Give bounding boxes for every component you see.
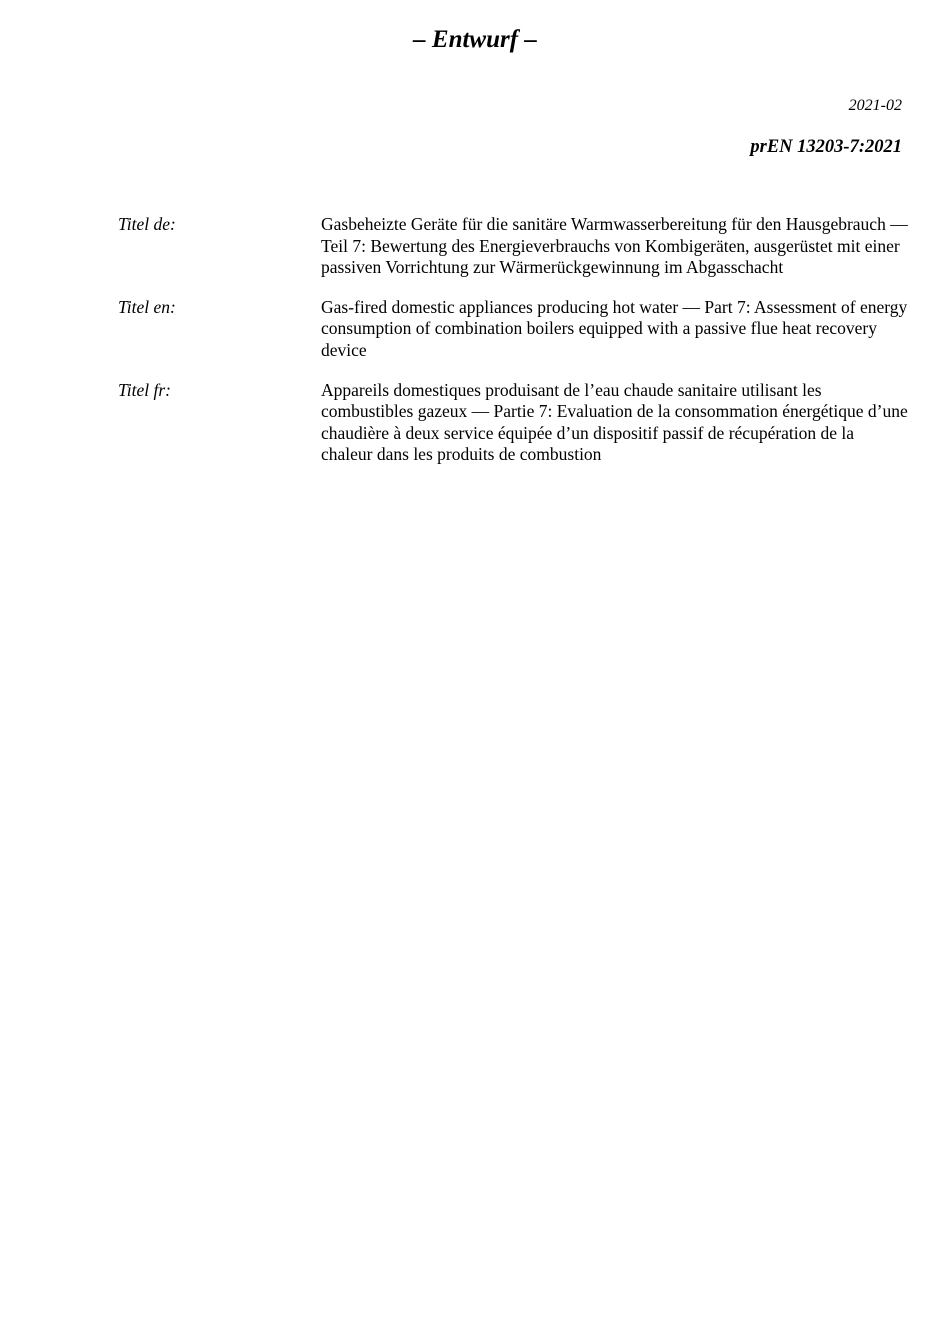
title-label-de: Titel de: bbox=[118, 214, 176, 234]
title-row-en bbox=[118, 297, 908, 362]
document-number: prEN 13203-7:2021 bbox=[750, 137, 902, 157]
title-row-de bbox=[118, 214, 908, 279]
title-text-fr: Appareils domestiques produisant de l’eau chaude sanitaire utilisant les combustibles gazeux — Partie 7: Evaluation de la consommation énergétique d’une chaudière à deux service équipée d’un dispositif passif de récupération de la chaleur dans les produits de combustion bbox=[321, 379, 908, 465]
title-text-de: Gasbeheizte Geräte für die sanitäre Warmwasserbereitung für den Hausgebrauch — Teil 7: Bewertung des Energieverbrauchs von Kombigeräten, ausgerüstet mit einer passiven Vorrichtung zur Wärmerückgewinnung im Abgasschacht bbox=[321, 214, 908, 278]
title-row-fr bbox=[118, 380, 908, 466]
title-label-en: Titel en: bbox=[118, 296, 176, 317]
title-label-fr: Titel fr: bbox=[118, 379, 171, 400]
document-date: 2021-02 bbox=[848, 97, 902, 114]
draft-banner: – Entwurf – bbox=[413, 26, 537, 53]
titles-table bbox=[118, 214, 908, 484]
title-text-en: Gas-fired domestic appliances producing hot water — Part 7: Assessment of energy consumption of combination boilers equipped with a passive flue heat recovery device bbox=[321, 296, 908, 360]
